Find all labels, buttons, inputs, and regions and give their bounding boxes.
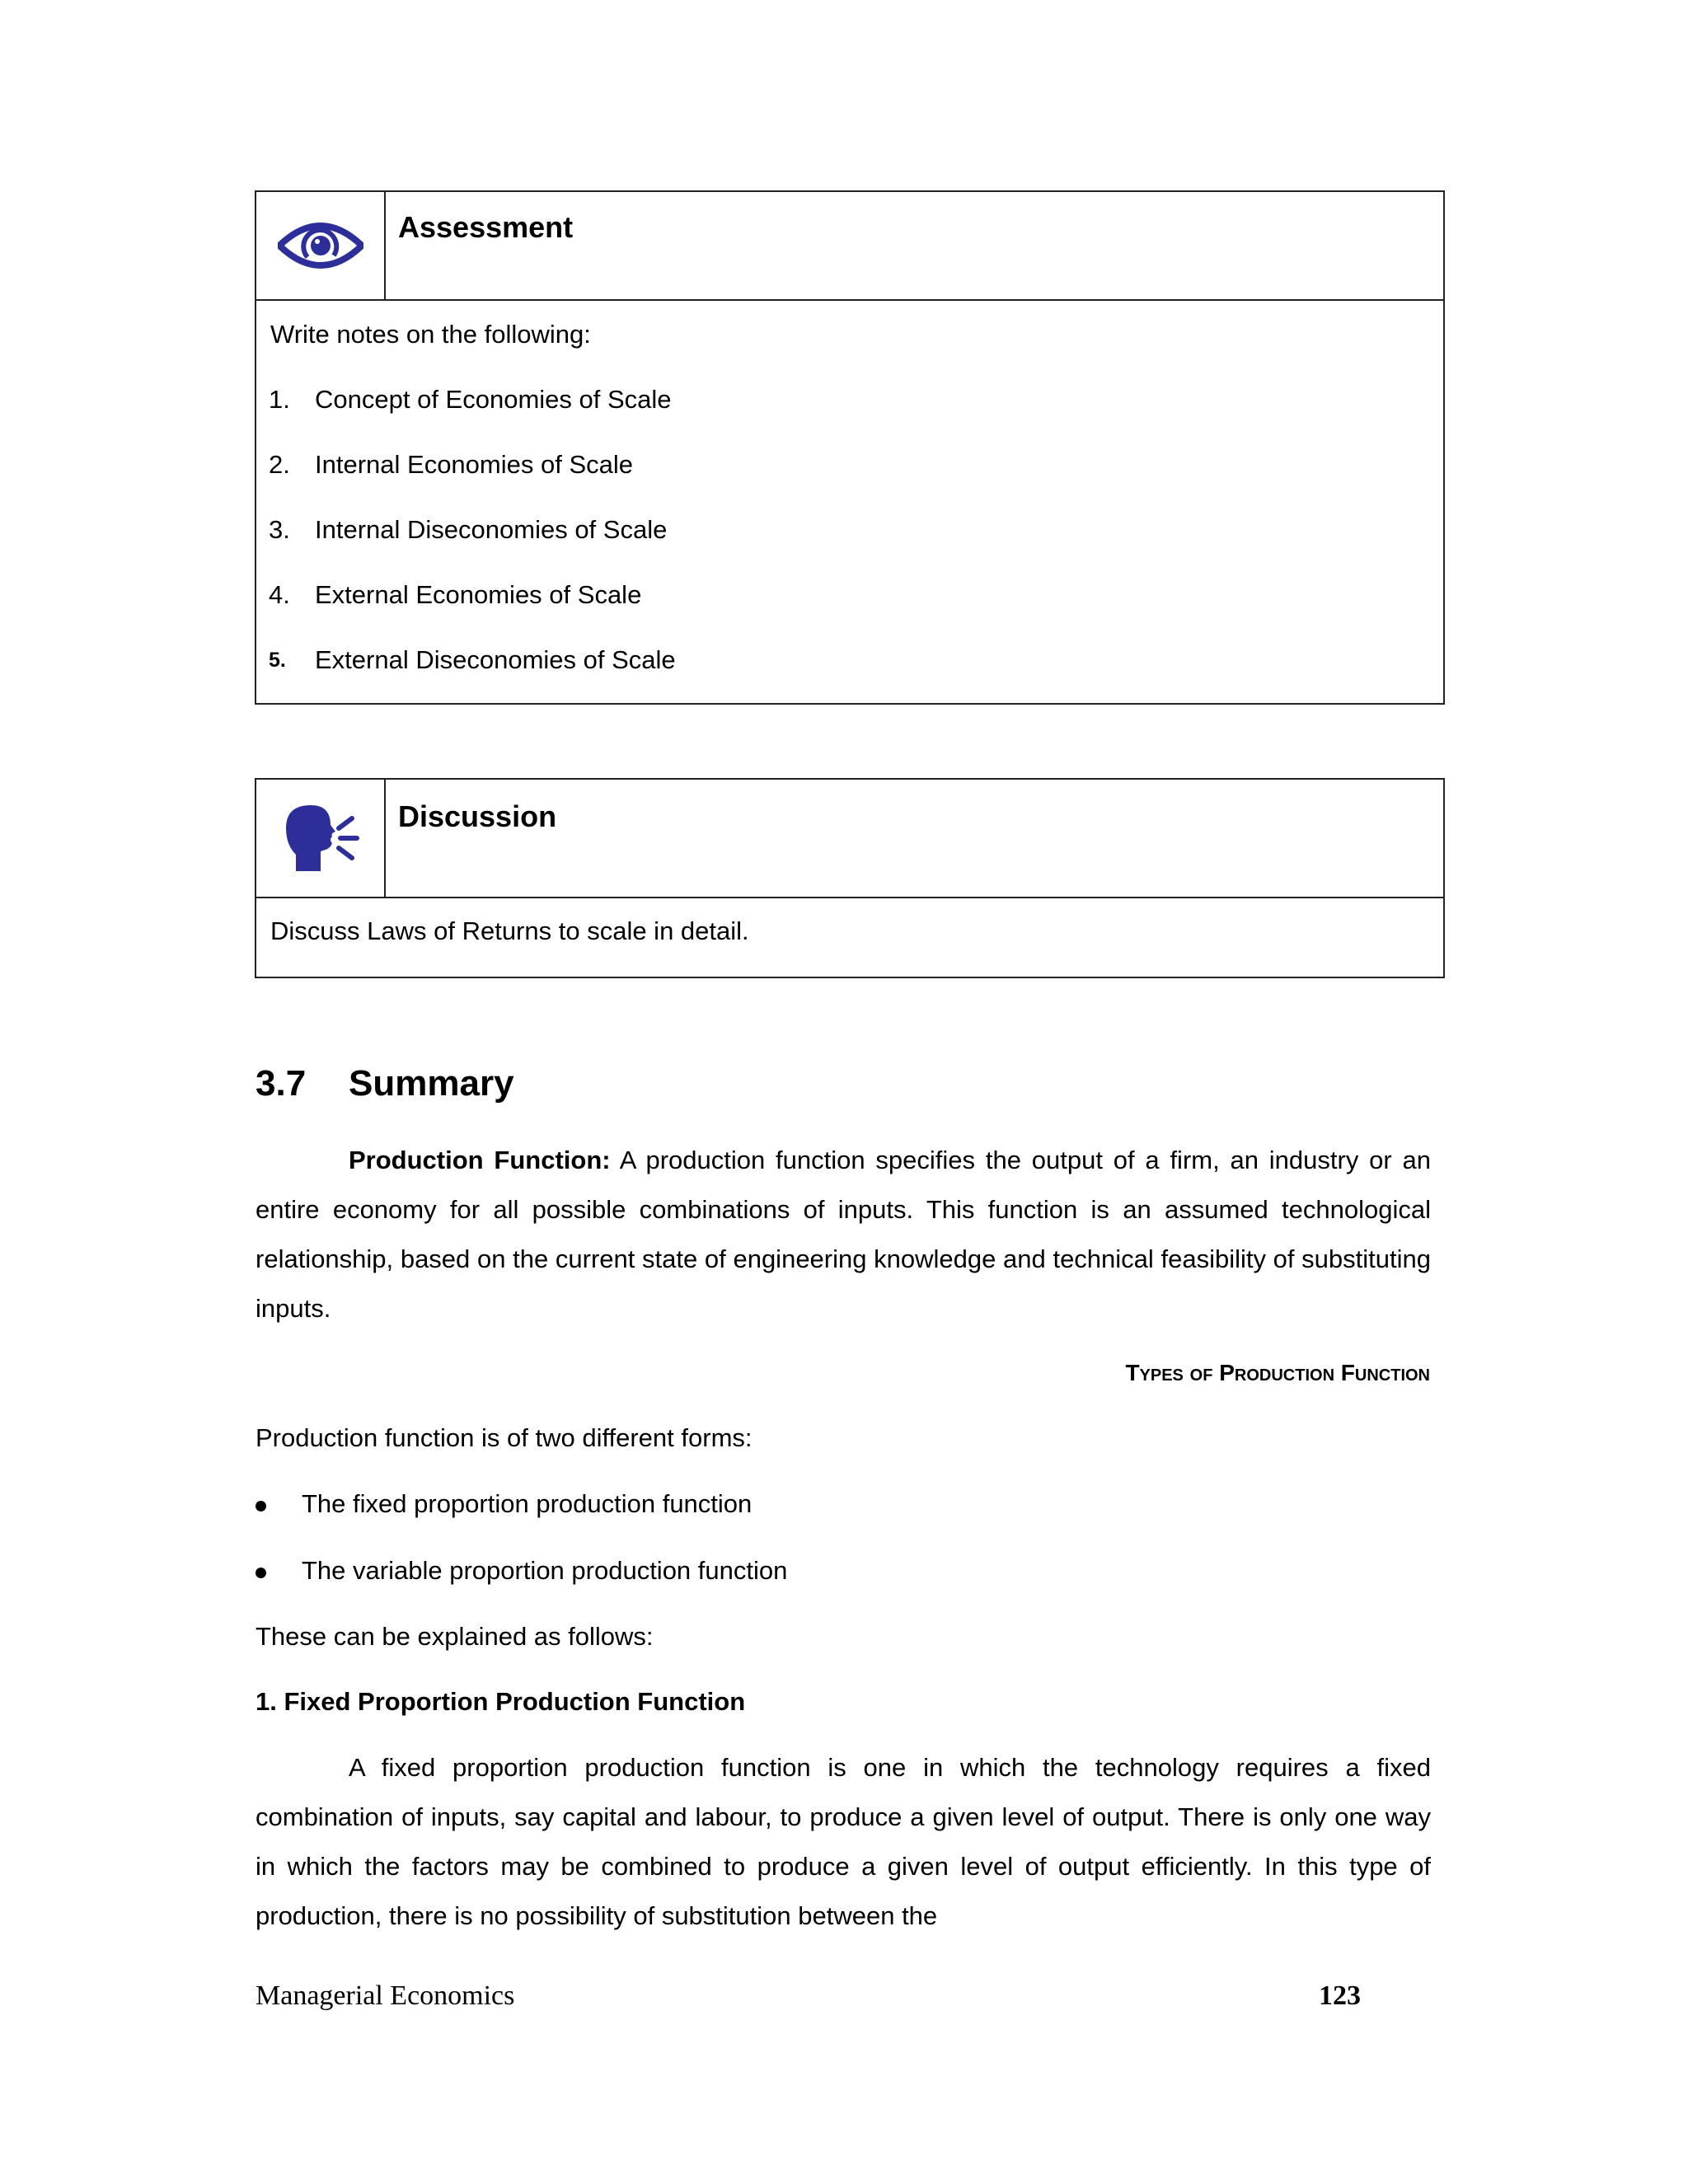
assessment-icon-cell xyxy=(256,192,386,299)
sub-heading: 1. Fixed Proportion Production Function xyxy=(256,1687,746,1716)
list-item-number: 1. xyxy=(269,385,290,414)
eye-icon xyxy=(278,219,363,272)
page-number: 123 xyxy=(1319,1980,1361,2011)
bullet-text: The variable proportion production function xyxy=(302,1556,788,1585)
assessment-header xyxy=(256,192,1443,301)
discussion-text: Discuss Laws of Returns to scale in detail. xyxy=(270,916,749,945)
discussion-header xyxy=(256,780,1443,898)
paragraph-text: A fixed proportion production function is one in which the technology requires a fixed combination of inputs, say capital and labour, to produce a given level of output. There is only one way in which the factors may be combined to produce a given level of output efficiently. In this type of production, there is no possibility of substitution between the xyxy=(256,1753,1431,1930)
fixed-proportion-paragraph xyxy=(256,1743,1431,1941)
types-heading: Types of Production Function xyxy=(1125,1360,1430,1385)
list-item: Internal Diseconomies of Scale xyxy=(315,515,668,544)
assessment-title: Assessment xyxy=(398,210,574,244)
list-item: External Economies of Scale xyxy=(315,580,642,609)
bullet-icon xyxy=(256,1568,266,1578)
assessment-intro: Write notes on the following: xyxy=(270,320,591,349)
section-title: Summary xyxy=(349,1063,514,1104)
term-production-function: Production Function: xyxy=(349,1146,611,1174)
list-item-number: 4. xyxy=(269,580,290,609)
discussion-icon-cell xyxy=(256,780,386,897)
list-item-number: 5. xyxy=(269,649,286,672)
paragraph-text: A production function specifies the output of a firm, an industry or an entire economy for all possible combinations of inputs. This function is an assumed technological relationship, based on the current state of engineering knowledge and technical feasibility of substituting inputs. xyxy=(256,1146,1432,1323)
bullet-text: The fixed proportion production function xyxy=(302,1489,753,1518)
section-number: 3.7 xyxy=(256,1063,307,1104)
discussion-box xyxy=(255,778,1445,978)
forms-intro: Production function is of two different forms: xyxy=(256,1423,753,1452)
discussion-title: Discussion xyxy=(398,799,557,833)
explained-text: These can be explained as follows: xyxy=(256,1622,654,1651)
list-item: Concept of Economies of Scale xyxy=(315,385,672,414)
list-item: External Diseconomies of Scale xyxy=(315,645,676,674)
assessment-box xyxy=(255,190,1445,705)
list-item-number: 2. xyxy=(269,450,290,479)
bullet-icon xyxy=(256,1501,266,1511)
list-item: Internal Economies of Scale xyxy=(315,450,633,479)
speaking-head-icon xyxy=(281,804,360,873)
footer-book-title: Managerial Economics xyxy=(256,1980,515,2011)
summary-paragraph xyxy=(256,1136,1431,1333)
list-item-number: 3. xyxy=(269,515,290,544)
